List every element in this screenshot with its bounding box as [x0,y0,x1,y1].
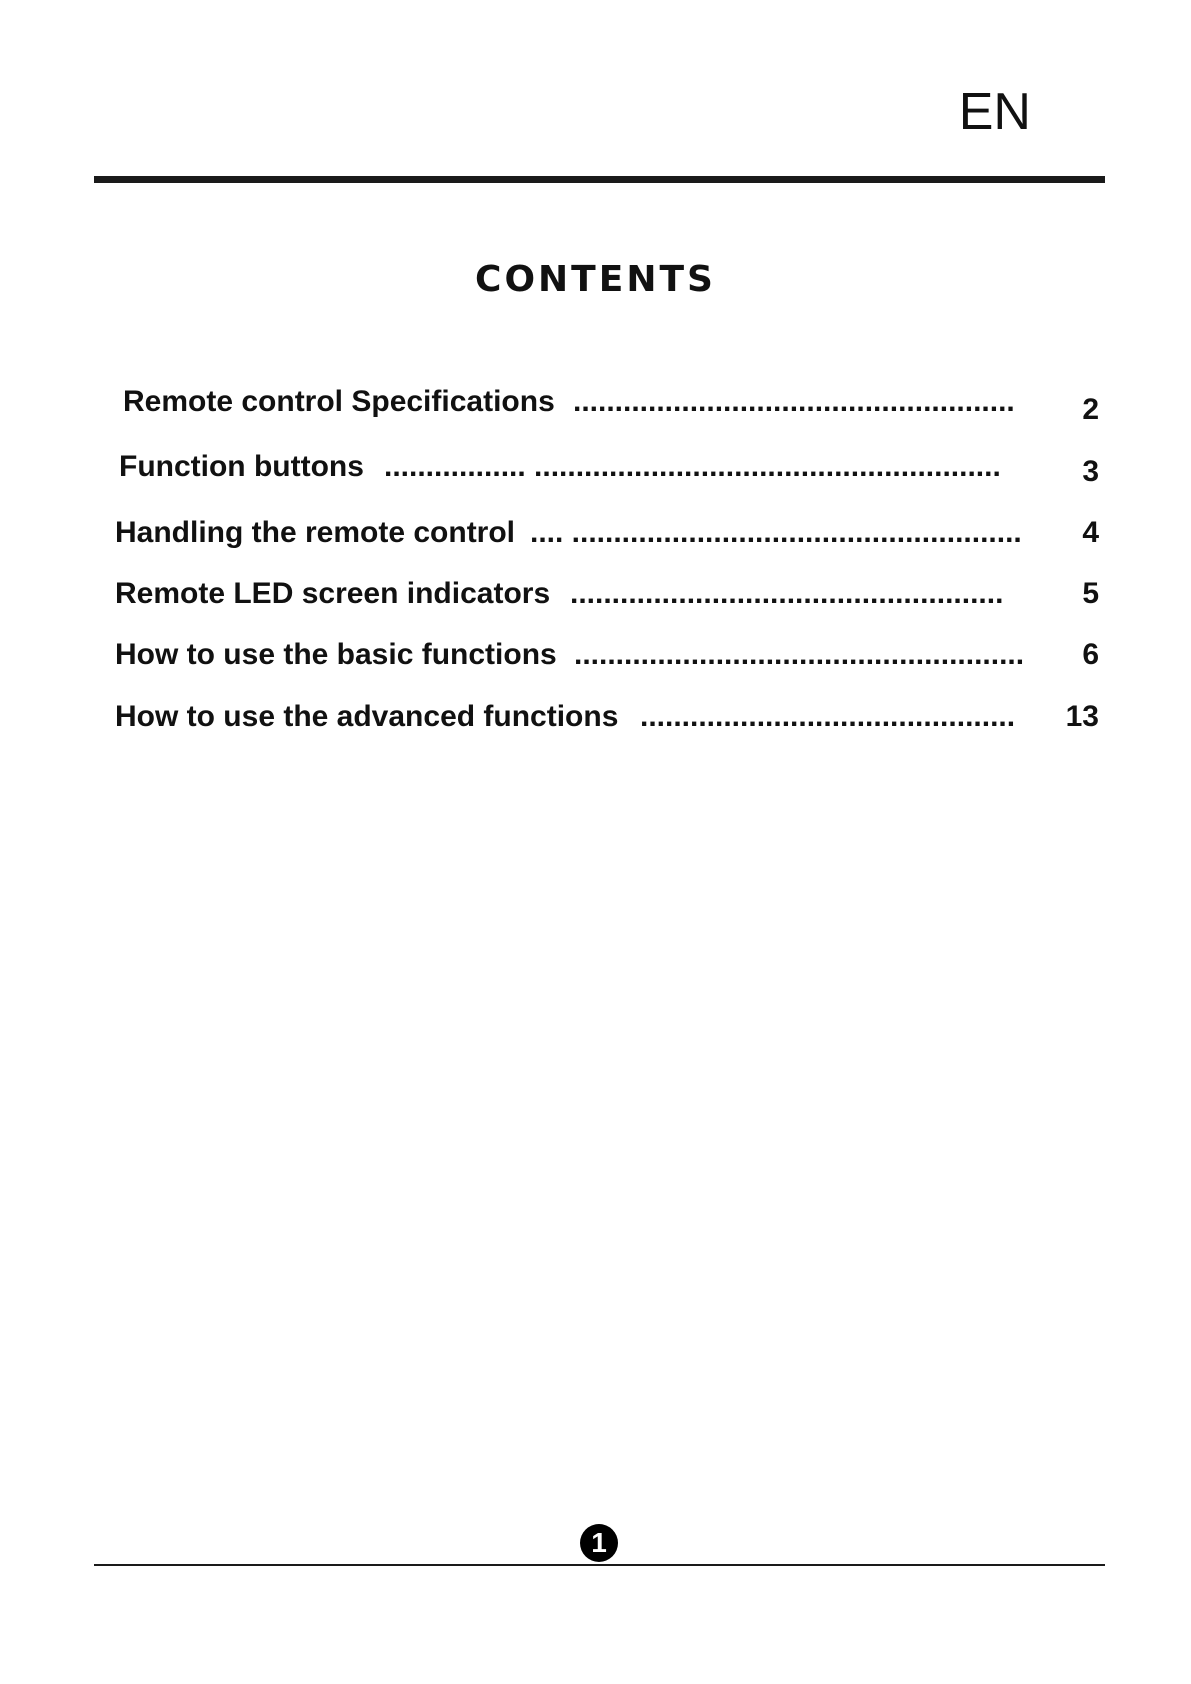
toc-entry-page: 4 [1082,516,1099,549]
toc-entry-leader: ...................................................... [574,638,1025,671]
toc-entry-handling[interactable] [115,513,1045,553]
toc-entry-leader: ..................................................... [573,385,1015,418]
toc-entry-leader: .................................................... [570,577,1004,610]
toc-entry-led-indicators[interactable] [115,574,1040,614]
toc-entry-label: Remote LED screen indicators [115,577,551,610]
toc-entry-label: How to use the basic functions [115,638,557,671]
toc-entry-leader: ............................................. [640,700,1016,733]
language-code: EN [958,83,1031,141]
toc-entry-function-buttons[interactable] [119,447,1043,487]
toc-entry-specifications[interactable] [123,382,1043,422]
toc-entry-page: 5 [1082,577,1099,610]
toc-entry-page: 13 [1065,700,1099,733]
toc-entry-label: Handling the remote control [115,516,516,549]
toc-entry-basic-functions[interactable] [115,635,1045,675]
toc-entry-leader: .... ...................................................... [530,516,1022,549]
toc-entry-leader: ................. ........................................................ [384,450,1001,483]
toc-entry-label: How to use the advanced functions [115,700,619,733]
header-rule [94,176,1105,183]
toc-entry-label: Function buttons [119,450,364,483]
footer-rule [94,1564,1105,1566]
page-number-badge: 1 [580,1524,618,1562]
page-title: CONTENTS [475,259,716,300]
toc-entry-label: Remote control Specifications [123,385,555,418]
toc-entry-advanced-functions[interactable] [115,697,1050,737]
toc-entry-page: 2 [1082,393,1099,426]
toc-entry-page: 6 [1082,638,1099,671]
toc-entry-page: 3 [1082,455,1099,488]
